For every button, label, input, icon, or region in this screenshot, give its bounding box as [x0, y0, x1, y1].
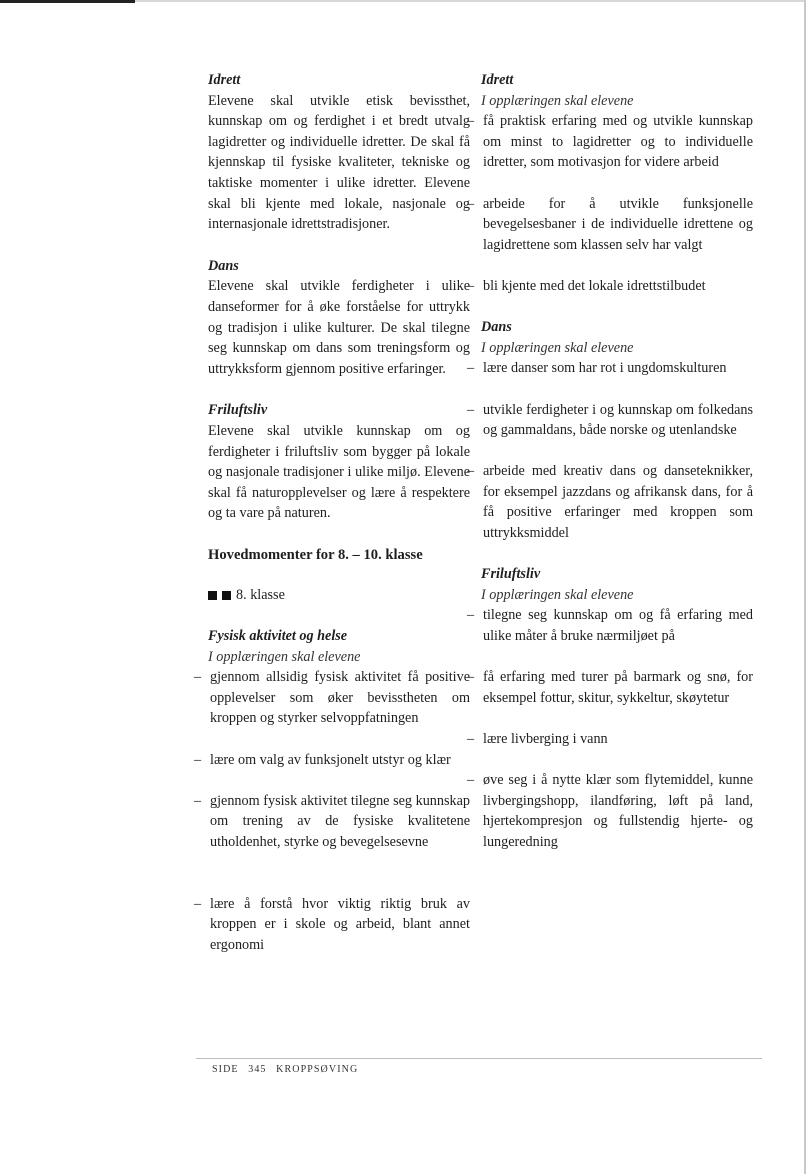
section-friluftsliv-goal — [208, 400, 470, 524]
section-text: Elevene skal utvikle etisk bevissthet, kunnskap om og ferdighet i et bredt utvalg lagidretter og individuelle idretter. De skal få kjennskap til fysiske kvaliteter, tekniske og taktiske momenter i ulike idretter. Elevene skal bli kjente med lokale, nasjonale og internasjonale idrettstradisjoner. — [208, 92, 470, 233]
section-dans-goal — [208, 256, 470, 380]
section-heading: Dans — [208, 257, 239, 274]
section-intro: I opplæringen skal elevene — [208, 648, 361, 665]
list-item: – lære å forstå hvor viktig riktig bruk av kroppen er i skole og arbeid, blant annet ergonomi — [194, 894, 470, 956]
list-item: – lære livberging i vann — [467, 729, 753, 750]
list-item: – tilegne seg kunnskap om og få erfaring med ulike måter å bruke nærmiljøet på — [467, 605, 753, 646]
section-heading: Friluftsliv — [208, 402, 268, 419]
list-item: – gjennom fysisk aktivitet tilegne seg kunnskap om trening av de fysiske kvalitetene utholdenhet, styrke og bevegelsesevne — [194, 791, 470, 853]
section-dans — [481, 317, 753, 544]
section-fysisk — [208, 626, 470, 955]
left-column — [208, 70, 470, 976]
section-text: Elevene skal utvikle kunnskap om og ferdigheter i friluftsliv som bygger på lokale og nasjonale tradisjoner i ulike miljø. Elevene skal få naturopplevelser og lære å respektere og ta vare på naturen. — [208, 422, 470, 522]
page-number: 345 — [248, 1064, 267, 1075]
section-heading: Idrett — [481, 72, 514, 88]
page-footer — [212, 1064, 364, 1075]
section-friluftsliv — [481, 564, 753, 852]
section-heading: Dans — [481, 319, 512, 336]
list-item: – få praktisk erfaring med og utvikle kunnskap om minst to lagidretter og to individuelle idretter, som motivasjon for videre arbeid — [467, 111, 753, 173]
footer-subject: KROPPSØVING — [276, 1064, 359, 1075]
grade-text: 8. klasse — [236, 587, 285, 604]
list-item: – bli kjente med det lokale idrettstilbudet — [467, 276, 753, 297]
list-item: – arbeide med kreativ dans og danseteknikker, for eksempel jazzdans og afrikansk dans, for å få positive erfaringer med kroppen som uttrykksmiddel — [467, 461, 753, 543]
section-idrett — [481, 70, 753, 297]
footer-rule — [196, 1058, 762, 1059]
footer-side-label: SIDE — [212, 1064, 239, 1075]
section-heading: Idrett — [208, 72, 241, 88]
main-moments-heading: Hovedmomenter for 8. – 10. klasse — [208, 546, 423, 563]
list-item: – øve seg i å nytte klær som flytemiddel, kunne livbergingshopp, ilandføring, løft på land, hjertekompresjon og fullstendig hjerte- og lungeredning — [467, 770, 753, 852]
top-rule-mark — [0, 0, 135, 3]
list-item: – lære om valg av funksjonelt utstyr og klær — [194, 750, 470, 771]
list-item: – arbeide for å utvikle funksjonelle bevegelsesbaner i de individuelle idrettene og lagidrettene som klassen selv har valgt — [467, 194, 753, 256]
section-intro: I opplæringen skal elevene — [481, 339, 634, 356]
section-text: Elevene skal utvikle ferdigheter i ulike danseformer for å øke forståelse for uttrykk og tradisjon i ulike kulturer. De skal tilegne seg kunnskap om dans som treningsform og uttrykksform gjennom positive erfaringer. — [208, 278, 470, 377]
section-intro: I opplæringen skal elevene — [481, 92, 634, 109]
grade-label — [208, 585, 470, 606]
section-intro: I opplæringen skal elevene — [481, 586, 634, 603]
item-list — [467, 605, 753, 852]
list-item: – lære danser som har rot i ungdomskulturen — [467, 358, 753, 379]
list-item: – gjennom allsidig fysisk aktivitet få positive opplevelser som øker bevisstheten om kroppen og styrker selvoppfatningen — [194, 667, 470, 729]
list-item: – utvikle ferdigheter i og kunnskap om folkedans og gammaldans, både norske og utenlandske — [467, 400, 753, 441]
section-heading: Friluftsliv — [481, 566, 541, 583]
item-list — [467, 111, 753, 296]
square-bullet-icon — [222, 591, 231, 600]
square-bullet-icon — [208, 591, 217, 600]
right-column — [481, 70, 753, 873]
item-list — [467, 358, 753, 543]
section-heading: Fysisk aktivitet og helse — [208, 628, 348, 645]
item-list — [194, 667, 470, 955]
section-idrett-goal — [208, 70, 470, 235]
list-item: – få erfaring med turer på barmark og snø, for eksempel fottur, skitur, sykkeltur, skøytetur — [467, 667, 753, 708]
